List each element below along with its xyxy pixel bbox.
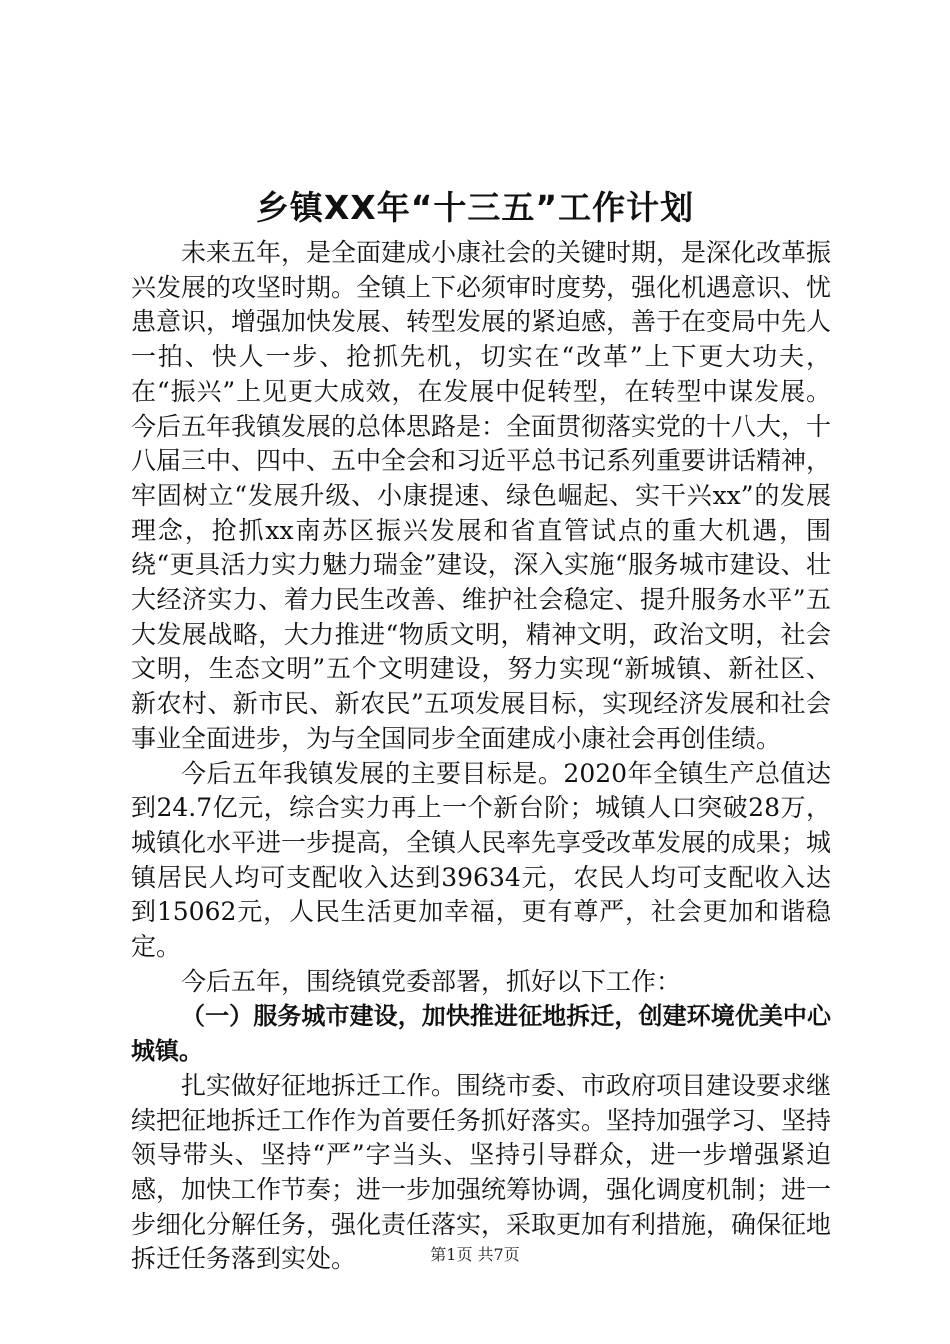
paragraph-goals: 今后五年我镇发展的主要目标是。2020年全镇生产总值达到24.7亿元，综合实力再上一个新台阶；城镇人口突破28万，城镇化水平进一步提高，全镇人民率先享受改革发展的成果；城镇居民人均可支配收入达到39634元，农民人均可支配收入达到15062元，人民生活更加幸福，更有尊严，社会更加和谐稳定。 [131,758,832,962]
paragraph-work-intro: 今后五年，围绕镇党委部署，抓好以下工作： [181,966,682,996]
document-title: 乡镇XX年“十三五”工作计划 [255,188,695,227]
paragraph-intro: 未来五年，是全面建成小康社会的关键时期，是深化改革振兴发展的攻坚时期。全镇上下必须审时度势，强化机遇意识、忧患意识，增强加快发展、转型发展的紧迫感，善于在变局中先人一拍、快人一步、抢抓先机，切实在“改革”上下更大功夫，在“振兴”上见更大成效，在发展中促转型，在转型中谋发展。今后五年我镇发展的总体思路是：全面贯彻落实党的十八大，十八届三中、四中、五中全会和习近平总书记系列重要讲话精神，牢固树立“发展升级、小康提速、绿色崛起、实干兴xx”的发展理念，抢抓xx南苏区振兴发展和省直管试点的重大机遇，围绕“更具活力实力魅力瑞金”建设，深入实施“服务城市建设、壮大经济实力、着力民生改善、维护社会稳定、提升服务水平”五大发展战略，大力推进“物质文明，精神文明，政治文明，社会文明，生态文明”五个文明建设，努力实现“新城镇、新社区、新农村、新市民、新农民”五项发展目标，实现经济发展和社会事业全面进步，为与全国同步全面建成小康社会再创佳绩。 [131,238,832,753]
document-body [131,236,831,1277]
page-footer: 第1页 共7页 [430,1245,520,1264]
section-heading: （一）服务城市建设，加快推进征地拆迁，创建环境优美中心城镇。 [131,1002,831,1066]
paragraph-section-body: 扎实做好征地拆迁工作。围绕市委、市政府项目建设要求继续把征地拆迁工作作为首要任务抓好落实。坚持加强学习、坚持领导带头、坚持“严”字当头、坚持引导群众，进一步增强紧迫感，加快工作节奏；进一步加强统筹协调，强化调度机制；进一步细化分解任务，强化责任落实，采取更加有利措施，确保征地拆迁任务落到实处。 [131,1070,832,1274]
